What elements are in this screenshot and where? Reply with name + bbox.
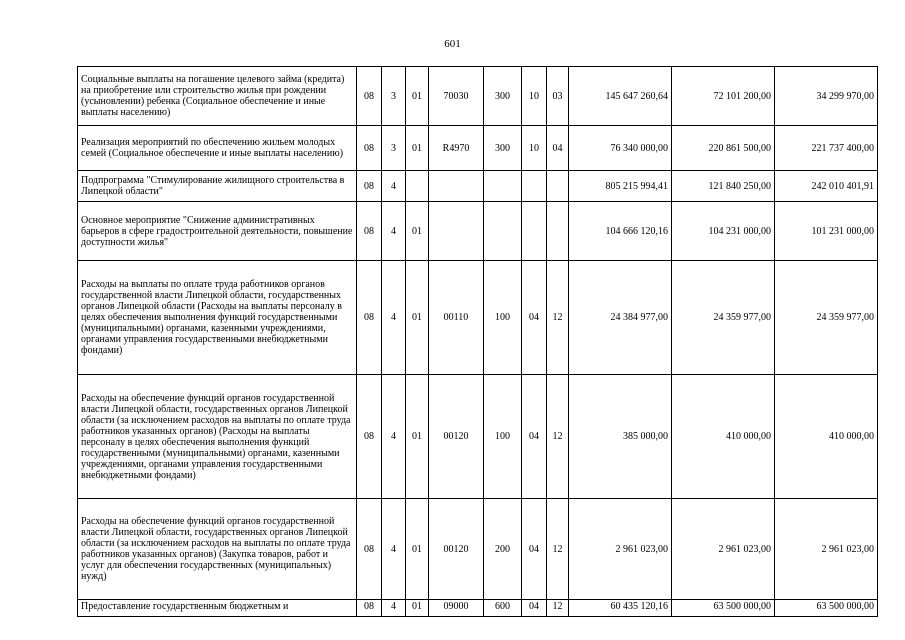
code-cell: 04 (522, 600, 547, 617)
code-cell (522, 171, 547, 202)
amount-cell: 24 359 977,00 (672, 261, 775, 375)
row-description: Основное мероприятие "Снижение административных барьеров в сфере градостроительной деятельности, повышение доступности жилья" (78, 202, 357, 261)
code-cell: 00120 (429, 499, 484, 600)
amount-cell: 385 000,00 (569, 375, 672, 499)
code-cell: 3 (382, 126, 406, 171)
code-cell (429, 202, 484, 261)
code-cell: 10 (522, 67, 547, 126)
code-cell: 08 (357, 600, 382, 617)
amount-cell: 104 231 000,00 (672, 202, 775, 261)
code-cell: 08 (357, 375, 382, 499)
amount-cell: 2 961 023,00 (672, 499, 775, 600)
amount-cell: 76 340 000,00 (569, 126, 672, 171)
amount-cell: 60 435 120,16 (569, 600, 672, 617)
amount-cell: 805 215 994,41 (569, 171, 672, 202)
row-description: Расходы на выплаты по оплате труда работников органов государственной власти Липецкой области, государственных органов Липецкой области (Расходы на выплаты персоналу в целях обеспечения выполнения функций государственными (муниципальными) органами, казенными учреждениями, органами управления государственными внебюджетными фондами) (78, 261, 357, 375)
amount-cell: 24 384 977,00 (569, 261, 672, 375)
code-cell (547, 202, 569, 261)
code-cell: 01 (406, 126, 429, 171)
row-description: Подпрограмма "Стимулирование жилищного строительства в Липецкой области" (78, 171, 357, 202)
code-cell: 4 (382, 171, 406, 202)
code-cell: 600 (484, 600, 522, 617)
code-cell: 08 (357, 126, 382, 171)
code-cell: 04 (522, 261, 547, 375)
code-cell: 4 (382, 261, 406, 375)
code-cell: 100 (484, 375, 522, 499)
code-cell: 08 (357, 202, 382, 261)
amount-cell: 410 000,00 (672, 375, 775, 499)
amount-cell: 72 101 200,00 (672, 67, 775, 126)
amount-cell: 34 299 970,00 (775, 67, 878, 126)
code-cell (547, 171, 569, 202)
amount-cell: 121 840 250,00 (672, 171, 775, 202)
amount-cell: 63 500 000,00 (775, 600, 878, 617)
code-cell: 01 (406, 202, 429, 261)
code-cell: 4 (382, 202, 406, 261)
amount-cell: 63 500 000,00 (672, 600, 775, 617)
amount-cell: 2 961 023,00 (775, 499, 878, 600)
code-cell: 100 (484, 261, 522, 375)
code-cell: 01 (406, 600, 429, 617)
code-cell (406, 171, 429, 202)
code-cell: 01 (406, 499, 429, 600)
row-description: Реализация мероприятий по обеспечению жильем молодых семей (Социальное обеспечение и иные выплаты населению) (78, 126, 357, 171)
code-cell: 04 (522, 499, 547, 600)
page-number: 601 (444, 38, 461, 50)
code-cell: 03 (547, 67, 569, 126)
table-row (78, 375, 878, 499)
code-cell (484, 171, 522, 202)
table-row (78, 202, 878, 261)
amount-cell: 2 961 023,00 (569, 499, 672, 600)
code-cell: 70030 (429, 67, 484, 126)
code-cell: 08 (357, 499, 382, 600)
code-cell: 01 (406, 375, 429, 499)
amount-cell: 220 861 500,00 (672, 126, 775, 171)
code-cell: 10 (522, 126, 547, 171)
code-cell: 01 (406, 261, 429, 375)
amount-cell: 410 000,00 (775, 375, 878, 499)
table-row (78, 261, 878, 375)
code-cell: 09000 (429, 600, 484, 617)
amount-cell: 101 231 000,00 (775, 202, 878, 261)
amount-cell: 145 647 260,64 (569, 67, 672, 126)
code-cell: 4 (382, 499, 406, 600)
amount-cell: 242 010 401,91 (775, 171, 878, 202)
code-cell (484, 202, 522, 261)
row-description: Расходы на обеспечение функций органов государственной власти Липецкой области, государственных органов Липецкой области (за исключением расходов на выплаты по оплате труда работников указанных органов) (Расходы на выплаты персоналу в целях обеспечения выполнения функций государственными (муниципальными) органами, казенными учреждениями, органами управления государственными внебюджетными фондами) (78, 375, 357, 499)
code-cell: 3 (382, 67, 406, 126)
code-cell: 08 (357, 67, 382, 126)
table-row (78, 67, 878, 126)
table-row (78, 600, 878, 617)
table-row (78, 171, 878, 202)
code-cell: 4 (382, 600, 406, 617)
row-description: Предоставление государственным бюджетным и (78, 600, 357, 617)
code-cell: 12 (547, 375, 569, 499)
row-description: Социальные выплаты на погашение целевого займа (кредита) на приобретение или строительство жилья при рождении (усыновлении) ребенка (Социальное обеспечение и иные выплаты населению) (78, 67, 357, 126)
code-cell: 12 (547, 499, 569, 600)
code-cell: 300 (484, 126, 522, 171)
code-cell: 300 (484, 67, 522, 126)
table-row (78, 499, 878, 600)
code-cell: 4 (382, 375, 406, 499)
code-cell: 00120 (429, 375, 484, 499)
code-cell: 08 (357, 171, 382, 202)
code-cell: 200 (484, 499, 522, 600)
amount-cell: 221 737 400,00 (775, 126, 878, 171)
code-cell: 00110 (429, 261, 484, 375)
code-cell (429, 171, 484, 202)
code-cell: R4970 (429, 126, 484, 171)
code-cell: 01 (406, 67, 429, 126)
code-cell: 04 (547, 126, 569, 171)
table-row (78, 126, 878, 171)
code-cell: 08 (357, 261, 382, 375)
code-cell (522, 202, 547, 261)
budget-table (77, 66, 878, 617)
amount-cell: 104 666 120,16 (569, 202, 672, 261)
code-cell: 12 (547, 600, 569, 617)
amount-cell: 24 359 977,00 (775, 261, 878, 375)
code-cell: 04 (522, 375, 547, 499)
row-description: Расходы на обеспечение функций органов государственной власти Липецкой области, государственных органов Липецкой области (за исключением расходов на выплаты по оплате труда работников указанных органов) (Закупка товаров, работ и услуг для обеспечения государственных (муниципальных) нужд) (78, 499, 357, 600)
code-cell: 12 (547, 261, 569, 375)
